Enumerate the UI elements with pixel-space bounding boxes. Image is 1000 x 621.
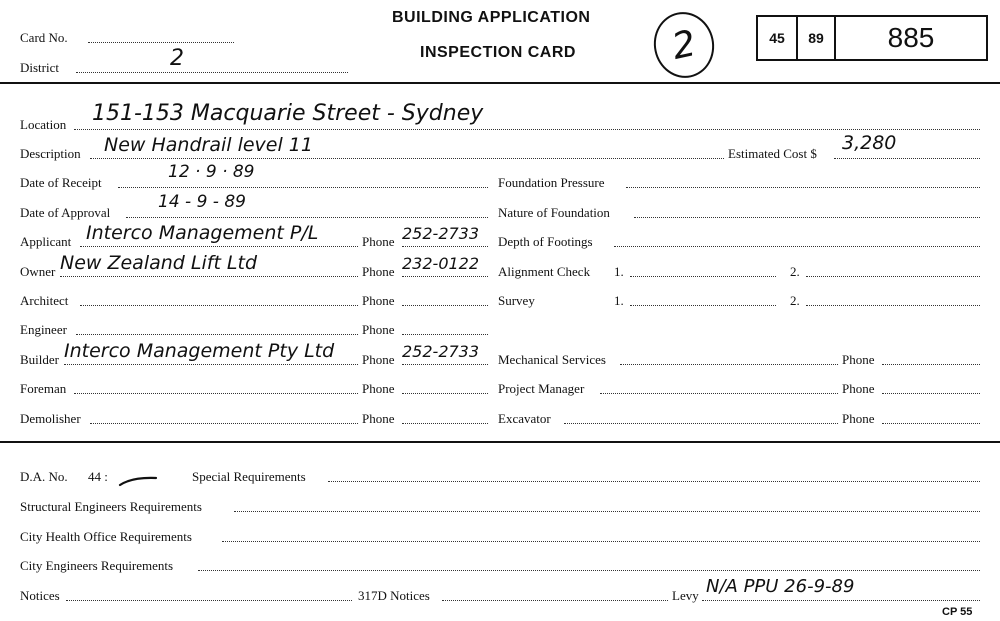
notices-317d-label: 317D Notices bbox=[358, 588, 430, 603]
alignment-check-2-field[interactable] bbox=[806, 276, 980, 277]
notices-label: Notices bbox=[20, 588, 60, 603]
date-of-approval-value: 14 - 9 - 89 bbox=[158, 192, 246, 212]
builder-field[interactable] bbox=[64, 364, 358, 365]
owner-field[interactable] bbox=[60, 276, 358, 277]
description-value: New Handrail level 11 bbox=[104, 134, 313, 156]
circled-mark bbox=[648, 6, 720, 83]
title-line-2: INSPECTION CARD bbox=[420, 44, 576, 61]
box-number-2: 89 bbox=[798, 17, 836, 59]
foreman-label: Foreman bbox=[20, 381, 67, 396]
date-of-receipt-value: 12 · 9 · 89 bbox=[168, 162, 255, 182]
header-divider bbox=[0, 82, 1000, 84]
project-manager-phone-label: Phone bbox=[842, 381, 875, 396]
special-requirements-label: Special Requirements bbox=[192, 469, 306, 484]
box-number-3: 885 bbox=[887, 22, 935, 53]
da-no-prefix: 44 : bbox=[88, 469, 108, 484]
notices-317d-field[interactable] bbox=[442, 600, 668, 601]
owner-value: New Zealand Lift Ltd bbox=[60, 252, 258, 274]
builder-label: Builder bbox=[20, 352, 59, 367]
city-health-field[interactable] bbox=[222, 541, 980, 542]
project-manager-phone-field[interactable] bbox=[882, 393, 980, 394]
estimated-cost-label: Estimated Cost $ bbox=[728, 146, 817, 161]
builder-phone-label: Phone bbox=[362, 352, 395, 367]
district-field[interactable] bbox=[76, 72, 348, 73]
project-manager-label: Project Manager bbox=[498, 381, 585, 396]
architect-field[interactable] bbox=[80, 305, 358, 306]
alignment-check-2-label: 2. bbox=[790, 264, 800, 279]
survey-label: Survey bbox=[498, 293, 535, 308]
excavator-phone-field[interactable] bbox=[882, 423, 980, 424]
applicant-phone-value: 252-2733 bbox=[402, 224, 480, 243]
alignment-check-1-field[interactable] bbox=[630, 276, 776, 277]
survey-2-field[interactable] bbox=[806, 305, 980, 306]
card-no-field[interactable] bbox=[88, 42, 234, 43]
mechanical-services-phone-label: Phone bbox=[842, 352, 875, 367]
demolisher-label: Demolisher bbox=[20, 411, 81, 426]
city-engineers-field[interactable] bbox=[198, 570, 980, 571]
builder-value: Interco Management Pty Ltd bbox=[64, 340, 335, 362]
date-of-approval-field[interactable] bbox=[126, 217, 488, 218]
survey-1-field[interactable] bbox=[630, 305, 776, 306]
applicant-value: Interco Management P/L bbox=[86, 222, 319, 244]
architect-phone-label: Phone bbox=[362, 293, 395, 308]
city-engineers-label: City Engineers Requirements bbox=[20, 558, 174, 573]
architect-phone-field[interactable] bbox=[402, 305, 488, 306]
box-number-1: 45 bbox=[758, 17, 798, 59]
district-value: 2 bbox=[170, 46, 184, 71]
applicant-phone-field[interactable] bbox=[402, 246, 488, 247]
section-divider bbox=[0, 441, 1000, 443]
special-requirements-field[interactable] bbox=[328, 481, 980, 482]
demolisher-phone-label: Phone bbox=[362, 411, 395, 426]
levy-field[interactable] bbox=[702, 600, 980, 601]
mechanical-services-field[interactable] bbox=[620, 364, 838, 365]
estimated-cost-field[interactable] bbox=[834, 158, 980, 159]
foreman-phone-label: Phone bbox=[362, 381, 395, 396]
title-line-1: BUILDING APPLICATION bbox=[392, 9, 591, 26]
architect-label: Architect bbox=[20, 293, 69, 308]
foreman-field[interactable] bbox=[74, 393, 358, 394]
estimated-cost-value: 3,280 bbox=[842, 132, 897, 154]
applicant-field[interactable] bbox=[80, 246, 358, 247]
owner-phone-field[interactable] bbox=[402, 276, 488, 277]
project-manager-field[interactable] bbox=[600, 393, 838, 394]
date-of-receipt-label: Date of Receipt bbox=[20, 175, 102, 190]
demolisher-field[interactable] bbox=[90, 423, 358, 424]
alignment-check-label: Alignment Check bbox=[498, 264, 591, 279]
excavator-label: Excavator bbox=[498, 411, 551, 426]
builder-phone-field[interactable] bbox=[402, 364, 488, 365]
date-of-receipt-field[interactable] bbox=[118, 187, 488, 188]
mechanical-services-label: Mechanical Services bbox=[498, 352, 606, 367]
location-value: 151-153 Macquarie Street - Sydney bbox=[92, 101, 484, 126]
nature-of-foundation-label: Nature of Foundation bbox=[498, 205, 610, 220]
survey-2-label: 2. bbox=[790, 293, 800, 308]
location-field[interactable] bbox=[74, 129, 980, 130]
nature-of-foundation-field[interactable] bbox=[634, 217, 980, 218]
date-of-approval-label: Date of Approval bbox=[20, 205, 111, 220]
reference-box bbox=[756, 15, 988, 61]
excavator-phone-label: Phone bbox=[842, 411, 875, 426]
description-field[interactable] bbox=[90, 158, 724, 159]
depth-of-footings-label: Depth of Footings bbox=[498, 234, 593, 249]
structural-engineers-label: Structural Engineers Requirements bbox=[20, 499, 202, 514]
form-code: CP 55 bbox=[942, 606, 973, 618]
location-label: Location bbox=[20, 117, 67, 132]
engineer-label: Engineer bbox=[20, 322, 67, 337]
owner-phone-value: 232-0122 bbox=[402, 254, 480, 273]
excavator-field[interactable] bbox=[564, 423, 838, 424]
applicant-label: Applicant bbox=[20, 234, 72, 249]
mechanical-services-phone-field[interactable] bbox=[882, 364, 980, 365]
card-no-label: Card No. bbox=[20, 30, 68, 45]
engineer-phone-label: Phone bbox=[362, 322, 395, 337]
foreman-phone-field[interactable] bbox=[402, 393, 488, 394]
levy-label: Levy bbox=[672, 588, 699, 603]
levy-value: N/A PPU 26-9-89 bbox=[706, 576, 855, 597]
engineer-field[interactable] bbox=[76, 334, 358, 335]
depth-of-footings-field[interactable] bbox=[614, 246, 980, 247]
description-label: Description bbox=[20, 146, 81, 161]
da-no-label: D.A. No. bbox=[20, 469, 68, 484]
owner-phone-label: Phone bbox=[362, 264, 395, 279]
applicant-phone-label: Phone bbox=[362, 234, 395, 249]
foundation-pressure-field[interactable] bbox=[626, 187, 980, 188]
foundation-pressure-label: Foundation Pressure bbox=[498, 175, 605, 190]
engineer-phone-field[interactable] bbox=[402, 334, 488, 335]
notices-field[interactable] bbox=[66, 600, 352, 601]
owner-label: Owner bbox=[20, 264, 56, 279]
builder-phone-value: 252-2733 bbox=[402, 342, 480, 361]
circled-mark-value: 2 bbox=[668, 22, 700, 68]
survey-1-label: 1. bbox=[614, 293, 624, 308]
district-label: District bbox=[20, 60, 59, 75]
demolisher-phone-field[interactable] bbox=[402, 423, 488, 424]
da-no-handwritten-dash bbox=[118, 474, 160, 488]
alignment-check-1-label: 1. bbox=[614, 264, 624, 279]
structural-engineers-field[interactable] bbox=[234, 511, 980, 512]
city-health-label: City Health Office Requirements bbox=[20, 529, 192, 544]
